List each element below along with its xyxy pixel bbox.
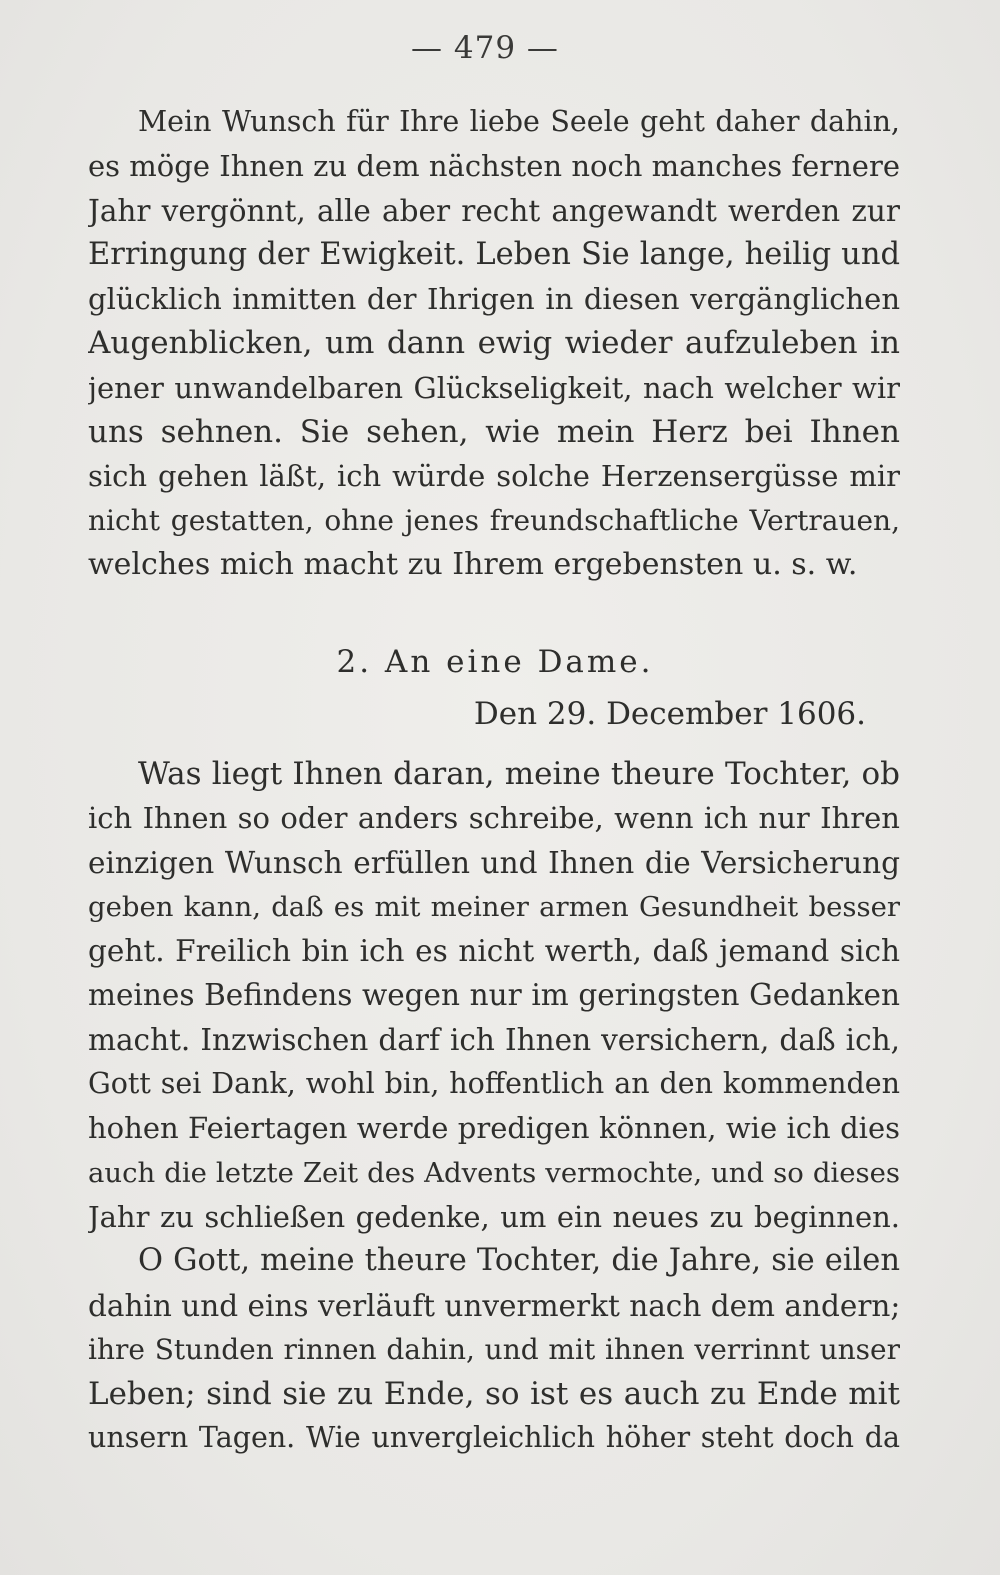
text-line: nicht gestatten, ohne jenes freundschaftliche Vertrauen,	[88, 503, 900, 537]
text-line: Jahr vergönnt, alle aber recht angewandt werden zur	[88, 193, 900, 228]
text-line: einzigen Wunsch erfüllen und Ihnen die Versicherung	[88, 845, 900, 880]
text-line: Mein Wunsch für Ihre liebe Seele geht daher dahin,	[138, 105, 900, 138]
text-line: meines Befindens wegen nur im geringsten Gedanken	[88, 978, 900, 1013]
text-line: geht. Freilich bin ich es nicht werth, daß jemand sich	[88, 934, 900, 969]
text-line: unsern Tagen. Wie unvergleichlich höher steht doch da	[88, 1421, 900, 1455]
text-line: geben kann, daß es mit meiner armen Gesundheit besser	[88, 890, 900, 923]
text-line: es möge Ihnen zu dem nächsten noch manches fernere	[88, 149, 900, 184]
text-line: ihre Stunden rinnen dahin, und mit ihnen verrinnt unser	[88, 1332, 900, 1366]
text-line: uns sehnen. Sie sehen, wie mein Herz bei Ihnen	[88, 414, 900, 451]
text-line: Gott sei Dank, wohl bin, hoffentlich an den kommenden	[88, 1067, 900, 1101]
paragraph-2	[88, 752, 900, 1461]
text-line: welches mich macht zu Ihrem ergebensten u. s. w.	[88, 546, 858, 582]
text-line: Augenblicken, um dann ewig wieder aufzuleben in	[88, 325, 900, 362]
text-line: O Gott, meine theure Tochter, die Jahre, sie eilen	[138, 1243, 900, 1279]
text-line: auch die letzte Zeit des Advents vermochte, und so dieses	[88, 1156, 900, 1189]
letter-date: Den 29. December 1606.	[473, 696, 866, 732]
section-heading: 2. An eine Dame.	[336, 644, 654, 680]
paragraph-1	[88, 100, 900, 587]
text-line: jener unwandelbaren Glückseligkeit, nach welcher wir	[88, 370, 900, 405]
text-line: dahin und eins verläuft unvermerkt nach dem andern;	[88, 1288, 900, 1323]
text-line: ich Ihnen so oder anders schreibe, wenn ich nur Ihren	[88, 801, 900, 836]
text-line: glücklich inmitten der Ihrigen in diesen vergänglichen	[88, 282, 900, 317]
text-line: sich gehen läßt, ich würde solche Herzensergüsse mir	[88, 459, 900, 494]
text-line: Jahr zu schließen gedenke, um ein neues zu beginnen.	[88, 1199, 900, 1234]
text-line: Erringung der Ewigkeit. Leben Sie lange, heilig und	[88, 236, 900, 272]
text-line: hohen Feiertagen werde predigen können, wie ich dies	[88, 1111, 900, 1146]
text-line: Leben; sind sie zu Ende, so ist es auch zu Ende mit	[88, 1376, 900, 1413]
text-line: macht. Inzwischen darf ich Ihnen versichern, daß ich,	[88, 1022, 900, 1057]
page-number: — 479 —	[411, 30, 559, 66]
text-line: Was liegt Ihnen daran, meine theure Tochter, ob	[138, 756, 900, 792]
